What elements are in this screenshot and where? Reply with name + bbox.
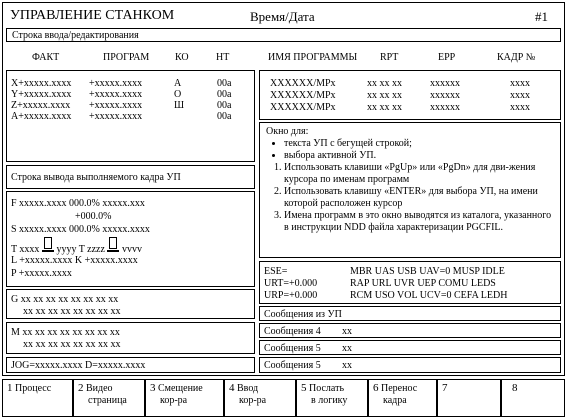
axis-program: +xxxxx.xxxx [89,89,143,100]
program-name[interactable]: XXXXXX/MPx [270,90,336,101]
g-codes-panel [6,289,255,319]
info-steps [266,162,554,234]
col-ko: КО [175,52,189,63]
tool-indicator-icon [44,237,52,249]
g-codes-row: xx xx xx xx xx xx xx xx [23,306,121,317]
program-rpt: xx xx xx [367,78,402,89]
m-codes-row: M xx xx xx xx xx xx xx xx [11,327,120,338]
m-codes-row: xx xx xx xx xx xx xx xx [23,339,121,350]
status-right: MBR UAS USB UAV=0 MUSP IDLE [350,266,505,277]
program-name[interactable]: XXXXXX/MPx [270,102,336,113]
info-step: 2. Использовать клавишу «ENTER» для выбора УП, на имени которой расположен курсор [284,186,554,210]
col-err: ЕРР [438,52,456,63]
status-left: URT=+0.000 [264,278,318,289]
fkey-video-page-button[interactable]: 2 Видео страница [73,379,145,417]
col-nt: НТ [216,52,230,63]
program-list-panel[interactable] [259,70,561,120]
info-step: 1. Использовать клавиши «PgUp» или «PgDn» для дви-жения курсора по именам программ [284,162,554,186]
l-k-line: L +xxxxx.xxxx K +xxxxx.xxxx [11,255,138,266]
info-intro: Окно для: [266,126,309,137]
col-program-name: ИМЯ ПРОГРАММЫ [268,52,358,63]
tool-indicator-icon [109,237,117,249]
fkey-process-button[interactable]: 1 Процесс [2,379,73,417]
info-bullet: • текста УП с бегущей строкой; [284,138,554,150]
messages-value: xx [342,343,352,354]
col-program: ПРОГРАМ [103,52,150,63]
col-rpt: RPT [380,52,399,63]
axis-program: +xxxxx.xxxx [89,78,143,89]
messages-label: Сообщения 5 [264,360,321,371]
feed-line: F xxxxx.xxxx 000.0% xxxxx.xxx [11,198,145,209]
feed-spindle-panel [6,191,255,287]
program-err: xxxxxx [430,102,460,113]
messages-label: Сообщения из УП [264,309,342,320]
jog-line [6,357,255,373]
messages-label: Сообщения 5 [264,343,321,354]
axis-fact: Z+xxxxx.xxxx [11,100,71,111]
status-right: RCM USO VOL UCV=0 CEFA LEDH [350,290,508,301]
axis-nt: 00а [217,111,232,122]
fkey-offset-corrector-button[interactable]: 3 Смещение кор-ра [145,379,224,417]
jog-label: JOG=xxxxx.xxxx D=xxxxx.xxxx [11,360,146,371]
axis-fact: Y+xxxxx.xxxx [11,89,72,100]
axis-ko: А [174,78,182,89]
spindle-line: S xxxxx.xxxx 000.0% xxxxx.xxxx [11,224,150,235]
status-left: URP=+0.000 [264,290,318,301]
messages-5a [259,340,561,355]
info-step: 3. Имена программ в это окно выводятся из каталога, указанного в инструкции NDD файла характеризации PGCFIL. [284,210,554,234]
axis-row [11,78,71,89]
axis-ko: Ш [174,100,185,111]
fkey-input-corrector-button[interactable]: 4 Ввод кор-ра [224,379,296,417]
col-frame: КАДР № [497,52,536,63]
info-bullet: • выбора активной УП. [284,150,554,162]
tool-current: T xxxx [11,244,40,255]
messages-5b [259,357,561,373]
axis-nt: 00а [217,78,232,89]
messages-value: xx [342,326,352,337]
tool-suffix: vvvv [121,244,142,255]
program-name[interactable]: XXXXXX/MPx [270,78,336,89]
program-frame: xxxx [510,102,530,113]
messages-label: Сообщения 4 [264,326,321,337]
exec-frame-label: Строка вывода выполняемого кадра УП [11,172,181,183]
fkey-7-button[interactable]: 7 [437,379,501,417]
info-bullets [266,138,554,162]
screen-title: УПРАВЛЕНИЕ СТАНКОМ [10,8,175,23]
input-line-label: Строка ввода/редактирования [12,30,139,41]
axis-fact: A+xxxxx.xxxx [11,111,72,122]
col-fact: ФАКТ [32,52,60,63]
program-rpt: xx xx xx [367,102,402,113]
fkey-frame-transfer-button[interactable]: 6 Перенос кадра [368,379,437,417]
p-line: P +xxxxx.xxxx [11,268,72,279]
program-rpt: xx xx xx [367,90,402,101]
g-codes-row: G xx xx xx xx xx xx xx xx [11,294,119,305]
program-frame: xxxx [510,90,530,101]
fkey-8-button[interactable]: 8 [501,379,565,417]
m-codes-panel [6,322,255,354]
fkey-send-to-logic-button[interactable]: 5 Послать в логику [296,379,368,417]
feed-override: +000.0% [75,211,112,222]
messages-4 [259,323,561,338]
messages-from-program [259,306,561,321]
axis-fact: X+xxxxx.xxxx [11,78,72,89]
status-right: RAP URL UVR UEP COMU LEDS [350,278,496,289]
axis-program: +xxxxx.xxxx [89,100,143,111]
datetime-label: Время/Дата [250,9,315,24]
screen-number: #1 [535,9,548,24]
axis-nt: 00а [217,100,232,111]
axis-panel [6,70,255,162]
messages-value: xx [342,360,352,371]
exec-frame-line [6,165,255,189]
info-window [259,122,561,258]
program-frame: xxxx [510,78,530,89]
axis-nt: 00а [217,89,232,100]
status-left: ESE= [264,266,288,277]
tool-line [11,240,142,255]
status-panel [259,261,561,304]
program-err: xxxxxx [430,90,460,101]
input-line[interactable] [6,28,561,42]
axis-ko: О [174,89,182,100]
axis-program: +xxxxx.xxxx [89,111,143,122]
tool-next: yyyy T zzzz [56,244,105,255]
program-err: xxxxxx [430,78,460,89]
